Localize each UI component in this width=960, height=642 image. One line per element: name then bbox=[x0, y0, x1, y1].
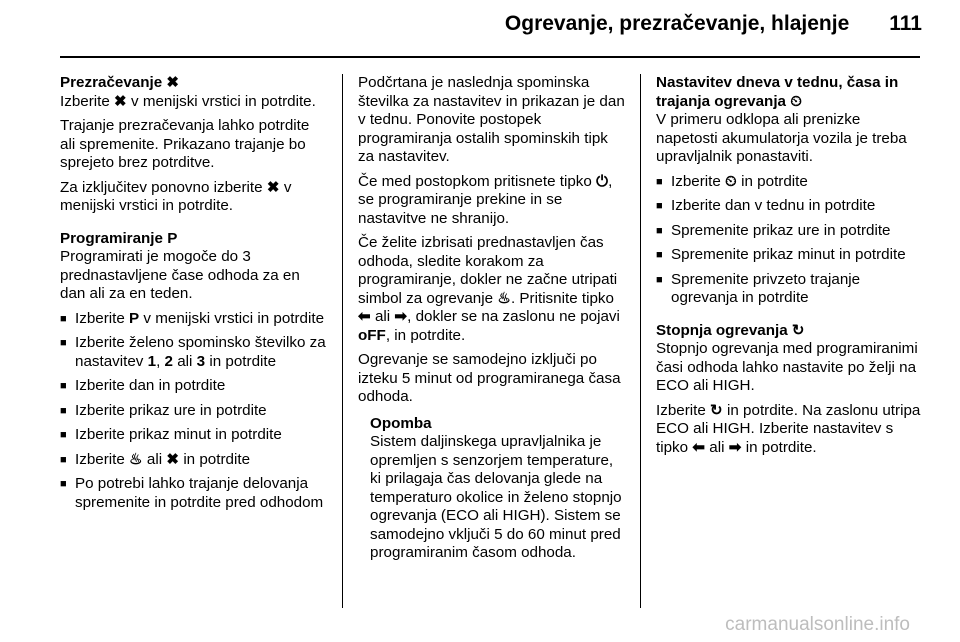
paragraph: Izberite ✖ v menijski vrstici in potrdite. bbox=[60, 92, 316, 110]
heading-ventilation: Prezračevanje ✖ bbox=[60, 74, 180, 91]
paragraph: Stopnjo ogrevanja med programiranimi časi odhoda lahko nastavite po želji na ECO ali HIGH. bbox=[656, 340, 918, 394]
right-arrow-icon: ➡ bbox=[728, 438, 742, 456]
column-divider bbox=[640, 74, 641, 608]
paragraph: Izberite ↻ in potrdite. Na zaslonu utripa ECO ali HIGH. Izberite nastavitev s tipko ⬅ ali ➡ in potrdite. bbox=[656, 401, 921, 456]
step-list bbox=[656, 173, 926, 308]
right-arrow-icon: ➡ bbox=[394, 308, 408, 325]
fan-icon: ✖ bbox=[166, 450, 180, 468]
paragraph: Programirati je mogoče do 3 prednastavljene čase odhoda za en dan ali za en teden. bbox=[60, 248, 300, 302]
list-item: ■ Izberite prikaz minut in potrdite bbox=[60, 426, 328, 445]
note-box bbox=[370, 415, 628, 563]
eco-icon: ↻ bbox=[710, 401, 723, 419]
list-item: ■ Izberite ⏲ in potrdite bbox=[656, 173, 926, 192]
list-item: ■ Spremenite privzeto trajanje ogrevanja in potrdite bbox=[656, 271, 926, 308]
left-arrow-icon: ⬅ bbox=[692, 438, 706, 456]
heading-programming: Programiranje P bbox=[60, 229, 178, 247]
list-item: ■ Izberite želeno spominsko številko za nastavitev 1, 2 ali 3 in potrdite bbox=[60, 334, 328, 371]
note-heading: Opomba bbox=[370, 414, 432, 432]
column-1 bbox=[60, 74, 328, 518]
list-item: ■ Spremenite prikaz minut in potrdite bbox=[656, 246, 926, 265]
page-header bbox=[505, 12, 922, 36]
fan-icon: ✖ bbox=[166, 74, 180, 91]
list-item: ■ Izberite P v menijski vrstici in potrdite bbox=[60, 310, 328, 329]
eco-icon: ↻ bbox=[791, 321, 805, 339]
list-item: ■ Spremenite prikaz ure in potrdite bbox=[656, 222, 926, 241]
heading-heating-level: Stopnja ogrevanja ↻ bbox=[656, 321, 805, 339]
column-2 bbox=[358, 74, 628, 569]
header-rule bbox=[60, 56, 920, 58]
heat-icon: ♨ bbox=[129, 450, 143, 468]
clock-icon: ⏲ bbox=[790, 92, 803, 110]
power-icon: ⏻ bbox=[596, 172, 609, 190]
fan-icon: ✖ bbox=[114, 92, 127, 110]
fan-icon: ✖ bbox=[266, 178, 280, 196]
list-item: ■ Izberite ♨ ali ✖ in potrdite bbox=[60, 451, 328, 470]
list-item: ■ Izberite dan v tednu in potrdite bbox=[656, 197, 926, 216]
paragraph: Podčrtana je naslednja spominska številka za nastavitev in prikazan je dan v tednu. Ponovite postopek programiranja ostalih spominskih tipk za nastavitev. bbox=[358, 74, 625, 165]
list-item: ■ Izberite prikaz ure in potrdite bbox=[60, 402, 328, 421]
list-item: ■ Izberite dan in potrdite bbox=[60, 377, 328, 396]
paragraph: Trajanje prezračevanja lahko potrdite ali spremenite. Prikazano trajanje bo sprejeto brez potrditve. bbox=[60, 117, 310, 171]
heat-icon: ♨ bbox=[497, 289, 511, 307]
heading-day-time: Nastavitev dneva v tednu, časa in trajanja ogrevanja ⏲ bbox=[656, 74, 899, 110]
paragraph: Če želite izbrisati prednastavljen čas odhoda, sledite korakom za programiranje, dokler ne začne utripati simbol za ogrevanje ♨. Pritisnite tipko ⬅ ali ➡, dokler se na zaslonu ne pojavi oFF, in potrdite. bbox=[358, 234, 620, 344]
page-number: 111 bbox=[889, 12, 922, 35]
clock-icon: ⏲ bbox=[725, 172, 737, 190]
note-text: Sistem daljinskega upravljalnika je opremljen s senzorjem temperature, ki prilagaja čas delovanja glede na temperaturo okolice in želeno stopnjo ogrevanja (ECO ali HIGH). Sistem se samodejno vključi 5 do 60 minut pred programiranim časom odhoda. bbox=[370, 433, 622, 561]
column-3 bbox=[656, 74, 926, 463]
step-list bbox=[60, 310, 328, 513]
paragraph: Ogrevanje se samodejno izključi po izteku 5 minut od programiranega časa odhoda. bbox=[358, 351, 621, 405]
list-item: ■ Po potrebi lahko trajanje delovanja spremenite in potrdite pred odhodom bbox=[60, 475, 328, 512]
column-divider bbox=[342, 74, 343, 608]
paragraph: Če med postopkom pritisnete tipko ⏻, se programiranje prekine in se nastavitve ne shranijo. bbox=[358, 172, 613, 227]
paragraph: V primeru odklopa ali prenizke napetosti akumulatorja vozila je treba upravljalnik ponastaviti. bbox=[656, 111, 907, 165]
header-title: Ogrevanje, prezračevanje, hlajenje bbox=[504, 12, 850, 35]
watermark: carmanualsonline.info bbox=[725, 614, 910, 635]
paragraph: Za izključitev ponovno izberite ✖ v menijski vrstici in potrdite. bbox=[60, 178, 292, 214]
left-arrow-icon: ⬅ bbox=[358, 308, 371, 325]
